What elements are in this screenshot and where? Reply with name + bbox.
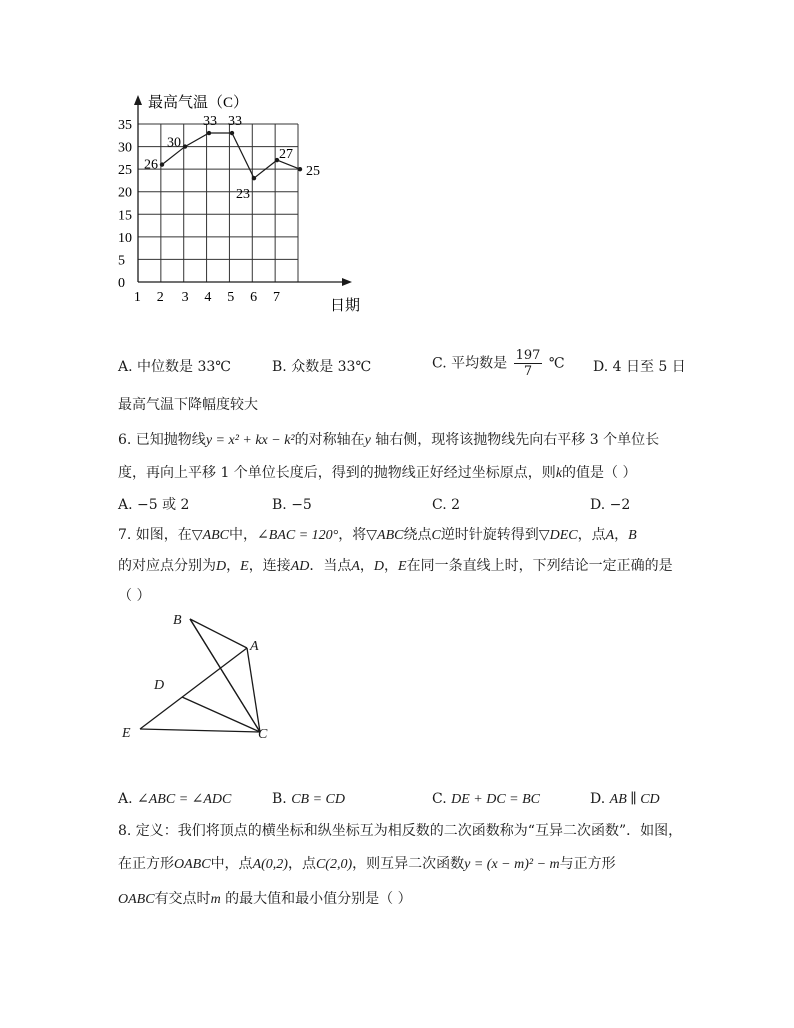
label-c: C: [258, 727, 268, 742]
fraction-denominator: 7: [523, 364, 533, 379]
q6-option-c[interactable]: C. 2: [432, 497, 461, 513]
data-point: [183, 144, 187, 148]
q8-stem-line2: 在正方形OABC中，点A(0,2)，点C(2,0)，则互异二次函数y = (x − m)² − m与正方形: [118, 856, 616, 872]
x-tick-label: 2: [156, 290, 164, 305]
segment-bc: [190, 619, 260, 732]
y-tick-label: 30: [118, 140, 132, 156]
x-tick-label: 4: [204, 290, 212, 305]
y-tick-label: 15: [118, 208, 132, 224]
segment-dc: [182, 697, 260, 732]
data-label: 33: [228, 114, 242, 130]
y-tick-label: 0: [118, 276, 125, 291]
q7-option-a[interactable]: A. ∠ABC = ∠ADC: [118, 791, 232, 807]
segment-ec: [140, 729, 260, 732]
fraction-numerator: 197: [515, 348, 541, 363]
x-tick-label: 1: [133, 290, 141, 305]
q5-option-d-continued: 最高气温下降幅度较大: [118, 397, 258, 413]
data-label: 33: [203, 114, 217, 130]
q7-triangle-figure: [110, 608, 310, 748]
q7-stem-line3: （ ）: [118, 588, 151, 604]
q7-option-c[interactable]: C. DE + DC = BC: [432, 791, 541, 807]
y-tick-label: 10: [118, 230, 132, 246]
x-tick-label: 6: [250, 290, 258, 305]
data-point: [230, 131, 234, 135]
label-e: E: [122, 726, 131, 741]
data-point: [298, 167, 302, 171]
chart-series: [144, 114, 320, 202]
q6-option-b[interactable]: B. −5: [272, 497, 312, 513]
q7-option-d[interactable]: D. AB ∥ CD: [590, 791, 660, 807]
data-label: 26: [144, 157, 158, 173]
q8-stem-line1: 8. 定义：我们将顶点的横坐标和纵坐标互为相反数的二次函数称为“互异二次函数”．如图，: [118, 823, 683, 839]
q8-stem-line3: OABC有交点时m 的最大值和最小值分别是（ ）: [118, 891, 412, 907]
label-d: D: [154, 678, 165, 693]
q7-option-b[interactable]: B. CB = CD: [272, 791, 345, 807]
data-label: 25: [306, 164, 320, 180]
x-tick-label: 7: [273, 290, 280, 305]
y-tick-label: 5: [118, 253, 125, 269]
temperature-line-chart: [0, 0, 794, 330]
q6-stem-line1: 6. 已知抛物线y = x² + kx − k²的对称轴在y 轴右侧，现将该抛物线先向右平移 3 个单位长: [118, 432, 660, 448]
x-axis-arrow: [342, 278, 352, 286]
label-b: B: [173, 613, 182, 628]
y-tick-label: 35: [118, 118, 132, 133]
chart-grid: [138, 124, 298, 282]
data-label: 30: [167, 135, 181, 151]
q5-option-b[interactable]: B. 众数是 33℃: [272, 359, 372, 375]
q5-option-c[interactable]: [432, 348, 565, 379]
q6-formula: y = x² + kx − k²: [205, 433, 295, 448]
q5-option-a[interactable]: A. 中位数是 33℃: [118, 359, 231, 375]
q7-stem-line1: 7. 如图，在▽ABC中，∠BAC = 120°，将▽ABC绕点C逆时针旋转得到▽DEC，点A，B: [118, 527, 637, 543]
q6-stem-line2: 度，再向上平移 1 个单位长度后，得到的抛物线正好经过坐标原点，则k的值是（ ）: [118, 465, 637, 481]
data-label: 23: [236, 187, 250, 203]
data-point: [207, 131, 211, 135]
y-tick-label: 25: [118, 163, 132, 179]
label-a: A: [250, 639, 259, 654]
x-axis-label: 日期: [330, 298, 361, 314]
q5-option-c-prefix: C. 平均数是: [432, 355, 508, 372]
q5-option-c-unit: ℃: [548, 355, 565, 372]
x-tick-label: 3: [181, 290, 189, 305]
q5-option-d[interactable]: D. 4 日至 5 日: [593, 359, 686, 375]
segment-ac: [247, 648, 260, 732]
fraction: [514, 348, 543, 379]
q6-option-d[interactable]: D. −2: [590, 497, 631, 513]
data-point: [252, 176, 256, 180]
y-axis-arrow: [134, 95, 142, 105]
y-tick-label: 20: [118, 185, 132, 201]
q6-option-a[interactable]: A. −5 或 2: [118, 497, 190, 513]
chart-ticks: [118, 118, 280, 305]
data-point: [160, 162, 164, 166]
y-axis-label: 最高气温（C）: [148, 95, 249, 111]
x-tick-label: 5: [227, 290, 235, 305]
data-label: 27: [279, 147, 293, 163]
q7-stem-line2: 的对应点分别为D，E，连接AD．当点A，D，E在同一条直线上时，下列结论一定正确的是: [118, 558, 673, 574]
